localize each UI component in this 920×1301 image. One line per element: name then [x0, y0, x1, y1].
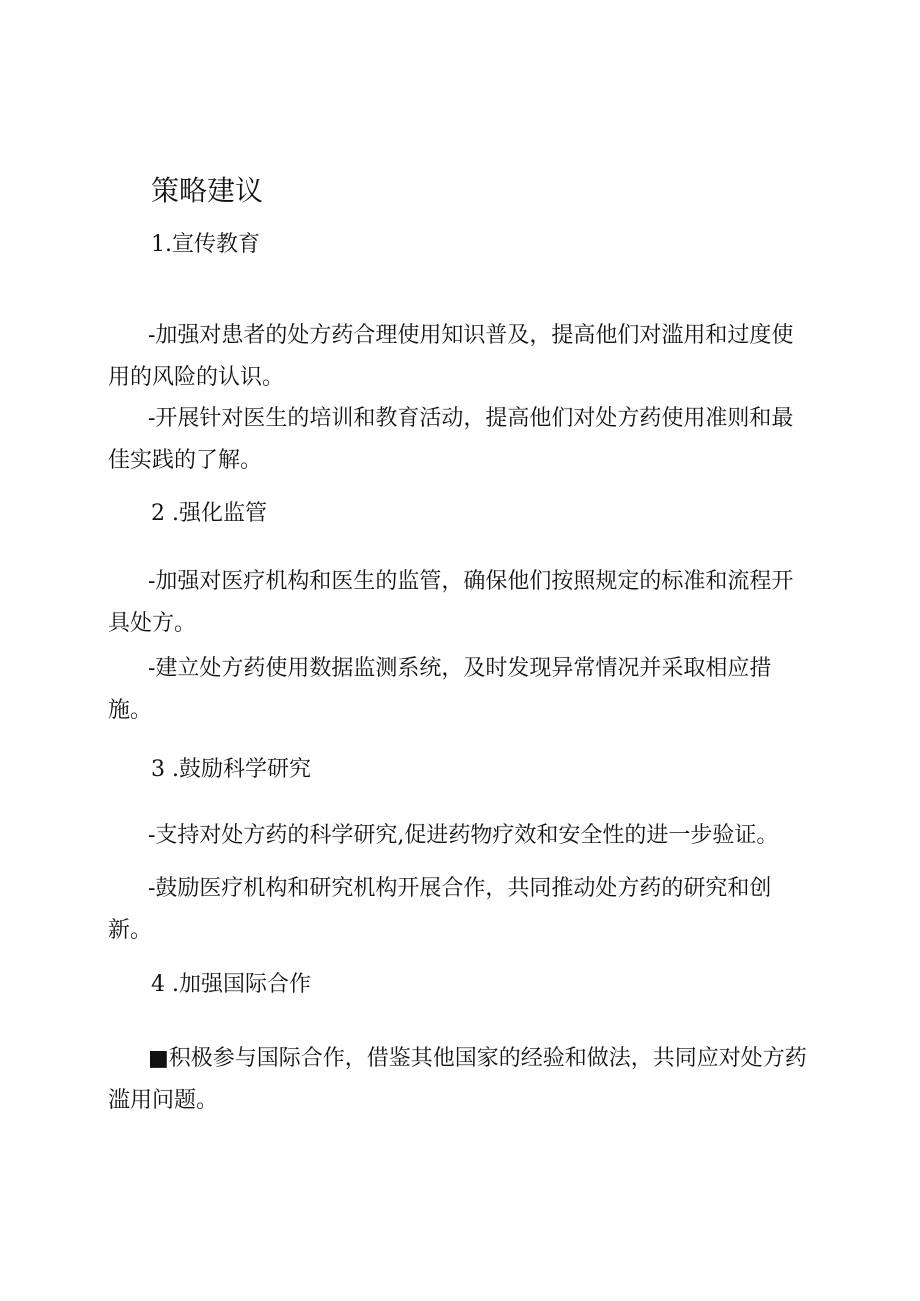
- section-3-item-2: -鼓励医疗机构和研究机构开展合作，共同推动处方药的研究和创新。: [108, 876, 772, 943]
- section-title-3: 3 .鼓励科学研究: [151, 757, 311, 782]
- section-1-item-1: -加强对患者的处方药合理使用知识普及，提高他们对滥用和过度使用的风险的认识。: [108, 323, 794, 390]
- section-2-item-2: -建立处方药使用数据监测系统，及时发现异常情况并采取相应措施。: [108, 656, 772, 723]
- section-1-item-2: -开展针对医生的培训和教育活动，提高他们对处方药使用准则和最佳实践的了解。: [108, 406, 794, 473]
- section-title-4: 4 .加强国际合作: [151, 972, 311, 997]
- page-heading: 策略建议: [151, 174, 264, 207]
- section-2-item-1: -加强对医疗机构和医生的监管，确保他们按照规定的标准和流程开具处方。: [108, 569, 794, 636]
- section-4-item-1: ■积极参与国际合作，借鉴其他国家的经验和做法，共同应对处方药滥用问题。: [108, 1046, 807, 1113]
- section-title-1: 1.宣传教育: [151, 232, 260, 257]
- section-title-2: 2 .强化监管: [151, 501, 267, 526]
- section-3-item-1: -支持对处方药的科学研究,促进药物疗效和安全性的进一步验证。: [148, 823, 779, 848]
